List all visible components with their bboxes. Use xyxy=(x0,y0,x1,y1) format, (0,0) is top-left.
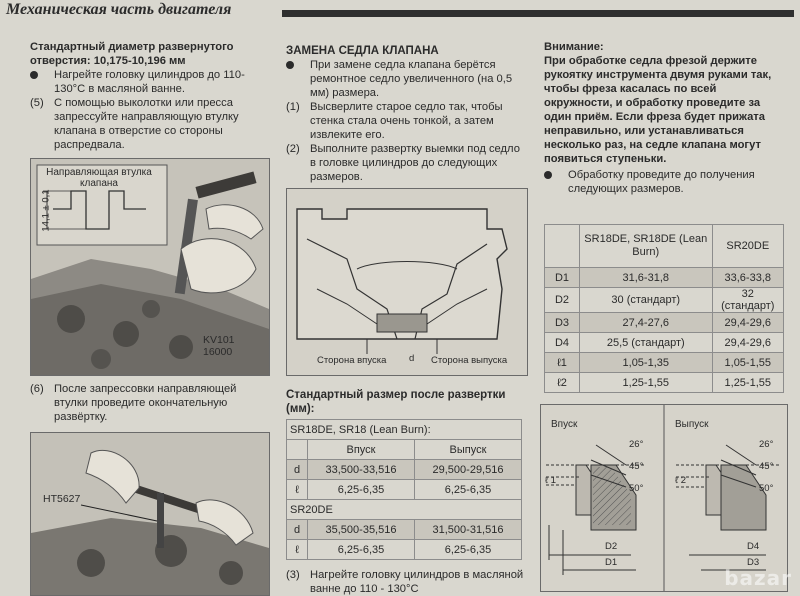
table-cell: 6,25-6,35 xyxy=(415,480,522,500)
table-cell: 29,4-29,6 xyxy=(712,313,783,333)
middle-step-2 xyxy=(286,142,526,184)
table-cell: 32 (стандарт) xyxy=(712,288,783,313)
table-row xyxy=(287,520,522,540)
section-title: ЗАМЕНА СЕДЛА КЛАПАНА xyxy=(286,45,439,57)
exhaust-side-label: Сторона выпуска xyxy=(431,355,508,366)
table-cell: 6,25-6,35 xyxy=(308,540,415,560)
bullet-icon xyxy=(544,168,560,183)
seat-angle-figure xyxy=(540,404,788,592)
guide-bushing-label: Направляющая втулка клапана xyxy=(46,167,152,189)
table-cell: 1,25-1,55 xyxy=(712,373,783,393)
angle-50-exhaust: 50° xyxy=(759,483,774,494)
seat-recess-figure xyxy=(286,188,528,376)
d-label: d xyxy=(409,353,415,364)
standard-size-title xyxy=(286,388,526,416)
step-number: (3) xyxy=(286,569,300,581)
reamer-tool-code: HT5627 xyxy=(43,493,81,505)
page-title: Механическая часть двигателя xyxy=(6,1,232,18)
table-group: SR18DE, SR18 (Lean Burn): xyxy=(287,420,522,440)
angle-26-exhaust: 26° xyxy=(759,439,774,450)
table-row xyxy=(545,288,784,313)
d2-label: D2 xyxy=(605,541,618,552)
reaming-drawing xyxy=(31,433,269,595)
middle-column xyxy=(286,44,526,184)
middle-step-3 xyxy=(286,568,526,596)
table-cell: 29,500-29,516 xyxy=(415,460,522,480)
attention-heading: Внимание: xyxy=(544,41,604,53)
table-cell: 6,25-6,35 xyxy=(415,540,522,560)
right-bullet xyxy=(544,168,784,196)
l1-label: ℓ 1 xyxy=(545,475,556,486)
table-cell: D2 xyxy=(545,288,580,313)
table-cell: ℓ2 xyxy=(545,373,580,393)
seat-recess-drawing xyxy=(287,189,527,375)
table-row xyxy=(545,373,784,393)
guide-pressing-figure xyxy=(30,158,270,376)
table-cell: 31,6-31,8 xyxy=(580,268,713,288)
intake-label: Впуск xyxy=(551,419,578,430)
column-header: SR18DE, SR18DE (Lean Burn) xyxy=(580,225,713,268)
table-cell: 33,6-33,8 xyxy=(712,268,783,288)
table-cell: 29,4-29,6 xyxy=(712,333,783,353)
step-text: После запрессовки направляющей втулки проведите окончательную развёртку. xyxy=(54,383,237,423)
step-text: Выполните развертку выемки под седло в головке цилиндров до следующих размеров. xyxy=(310,143,520,183)
table-row xyxy=(545,268,784,288)
middle-step-1 xyxy=(286,100,526,142)
left-bullet-text: Нагрейте головку цилиндров до 110-130°С в масляной ванне. xyxy=(54,69,245,95)
middle-bullet-text: При замене седла клапана берётся ремонтное седло увеличенного (на 0,5 мм) размера. xyxy=(310,59,513,99)
tool-code xyxy=(203,334,235,358)
bullet-icon xyxy=(30,68,46,83)
table-cell: D1 xyxy=(545,268,580,288)
step-5 xyxy=(30,96,274,152)
table-cell: 35,500-35,516 xyxy=(308,520,415,540)
table-cell: 1,05-1,55 xyxy=(712,353,783,373)
d3-label: D3 xyxy=(747,557,760,568)
table-cell: 1,25-1,55 xyxy=(580,373,713,393)
table-cell: 27,4-27,6 xyxy=(580,313,713,333)
table-cell: ℓ xyxy=(287,540,308,560)
attention-text: При обработке седла фрезой держите рукоятку инструмента двумя руками так, чтобы фреза касалась по всей окружности, и обработку проведите за один приём. Если фреза будет прижата неправильно, или устанавливаться несколько раз, на седле клапана могут появиться ступеньки. xyxy=(544,55,772,165)
table-row xyxy=(287,480,522,500)
reaming-size-table xyxy=(286,419,522,560)
table-cell: 1,05-1,35 xyxy=(580,353,713,373)
header-rule xyxy=(282,10,794,17)
d4-label: D4 xyxy=(747,541,760,552)
left-bullet xyxy=(30,68,274,96)
middle-step-3-block xyxy=(286,568,526,596)
reaming-diameter-heading: Стандартный диаметр развернутого отверстия: 10,175-10,196 мм xyxy=(30,41,234,67)
table-cell: 30 (стандарт) xyxy=(580,288,713,313)
table-cell: 25,5 (стандарт) xyxy=(580,333,713,353)
middle-bullet xyxy=(286,58,526,100)
column-header: SR20DE xyxy=(712,225,783,268)
table-cell: D4 xyxy=(545,333,580,353)
watermark-logo: bazar xyxy=(724,566,792,590)
table-cell: 31,500-31,516 xyxy=(415,520,522,540)
angle-45: 45° xyxy=(629,461,644,472)
standard-size-heading: Стандартный размер после развертки (мм): xyxy=(286,389,506,415)
table-row xyxy=(545,313,784,333)
l2-label: ℓ 2 xyxy=(675,475,686,486)
column-header: Выпуск xyxy=(415,440,522,460)
step-number: (6) xyxy=(30,383,44,395)
reaming-figure xyxy=(30,432,270,596)
table-cell: 33,500-33,516 xyxy=(308,460,415,480)
table-row xyxy=(287,460,522,480)
step-text: Нагрейте головку цилиндров в масляной ванне до 110 - 130°С xyxy=(310,569,524,595)
step-text: С помощью выколотки или пресса запрессуйте направляющую втулку клапана в отверстие со стороны распредвала. xyxy=(54,97,239,151)
table-group: SR20DE xyxy=(287,500,522,520)
angle-26: 26° xyxy=(629,439,644,450)
table-cell: d xyxy=(287,520,308,540)
right-bullet-text: Обработку проведите до получения следующих размеров. xyxy=(568,169,755,195)
bullet-icon xyxy=(286,58,302,73)
angle-45-exhaust: 45° xyxy=(759,461,774,472)
table-cell: d xyxy=(287,460,308,480)
table-cell: ℓ1 xyxy=(545,353,580,373)
table-cell: 6,25-6,35 xyxy=(308,480,415,500)
page-header xyxy=(0,0,800,22)
left-step6 xyxy=(30,382,270,424)
step-6 xyxy=(30,382,270,424)
exhaust-label: Выпуск xyxy=(675,419,709,430)
left-column xyxy=(30,40,274,152)
height-dimension: 14,1 ± 0,1 xyxy=(40,189,52,232)
table-cell: ℓ xyxy=(287,480,308,500)
angle-50: 50° xyxy=(629,483,644,494)
table-cell: D3 xyxy=(545,313,580,333)
tool-code-line1: KV101 xyxy=(203,334,235,346)
table-row xyxy=(545,333,784,353)
d1-label: D1 xyxy=(605,557,618,568)
right-column xyxy=(544,40,784,196)
column-header: Впуск xyxy=(308,440,415,460)
step-number: (5) xyxy=(30,97,44,109)
tool-code-line2: 16000 xyxy=(203,346,233,358)
intake-side-label: Сторона впуска xyxy=(317,355,387,366)
step-text: Высверлите старое седло так, чтобы стенка стала очень тонкой, а затем извлеките его. xyxy=(310,101,503,141)
step-number: (1) xyxy=(286,101,300,113)
step-number: (2) xyxy=(286,143,300,155)
table-row xyxy=(287,540,522,560)
cutter-size-table xyxy=(544,224,784,393)
table-row xyxy=(545,353,784,373)
